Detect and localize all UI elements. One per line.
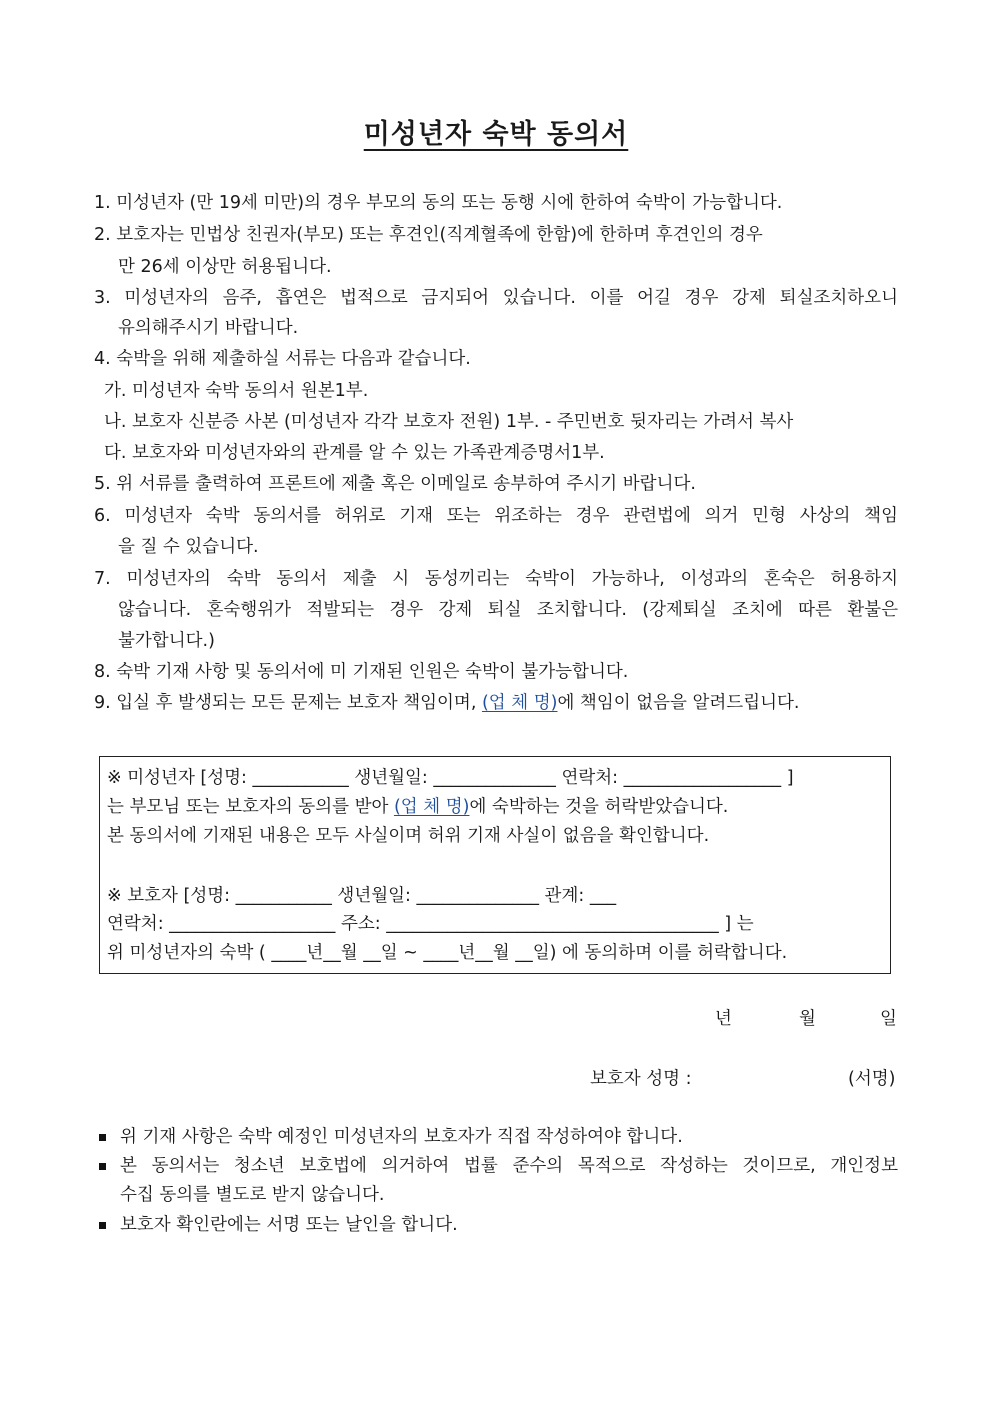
- date-month: 월: [799, 1009, 816, 1029]
- truth-confirmation-line: 본 동의서에 기재된 내용은 모두 사실이며 허위 기재 사실이 없음을 확인합니다.: [107, 826, 710, 846]
- item-1: 1. 미성년자 (만 19세 미만)의 경우 부모의 동의 또는 동행 시에 한하여 숙박이 가능합니다.: [94, 193, 783, 213]
- guardian-info-line: ※ 보호자 [성명: ___________ 생년월일: ______________ 관계: ___: [107, 886, 617, 906]
- item-4: 4. 숙박을 위해 제출하실 서류는 다음과 같습니다.: [94, 349, 471, 369]
- item-7-line1: 7. 미성년자의 숙박 동의서 제출 시 동성끼리는 숙박이 가능하나, 이성과의 혼숙은 허용하지: [94, 569, 898, 589]
- date-day: 일: [880, 1009, 897, 1029]
- note-2-line2: 수집 동의를 별도로 받지 않습니다.: [120, 1185, 385, 1205]
- item-9-text: 9. 입실 후 발생되는 모든 문제는 보호자 책임이며,: [94, 693, 482, 713]
- item-5: 5. 위 서류를 출력하여 프론트에 제출 혹은 이메일로 송부하여 주시기 바랍니다.: [94, 474, 696, 494]
- company-name-placeholder-box: (업 체 명): [393, 797, 470, 817]
- signature-mark: (서명): [848, 1069, 896, 1089]
- minor-consent-line: [107, 796, 728, 818]
- bullet-icon: [99, 1222, 106, 1229]
- item-8: 8. 숙박 기재 사항 및 동의서에 미 기재된 인원은 숙박이 불가능합니다.: [94, 662, 629, 682]
- minor-consent-text: 는 부모님 또는 보호자의 동의를 받아: [107, 797, 394, 817]
- item-6-line1: 6. 미성년자 숙박 동의서를 허위로 기재 또는 위조하는 경우 관련법에 의거 민형 사상의 책임: [94, 506, 898, 526]
- item-9: [94, 692, 799, 714]
- page-title: 미성년자 숙박 동의서: [363, 119, 629, 150]
- item-7-line3: 불가합니다.): [118, 631, 215, 651]
- note-1: 위 기재 사항은 숙박 예정인 미성년자의 보호자가 직접 작성하여야 합니다.: [120, 1127, 683, 1147]
- item-9-text-end: 에 책임이 없음을 알려드립니다.: [557, 693, 800, 713]
- stay-period-line: 위 미성년자의 숙박 ( ____년__월 __일 ~ ____년__월 __일) 에 동의하며 이를 허락합니다.: [107, 943, 788, 963]
- bullet-icon: [99, 1134, 106, 1141]
- item-4-sub-a: 가. 미성년자 숙박 동의서 원본1부.: [104, 381, 369, 401]
- item-6-line2: 을 질 수 있습니다.: [118, 537, 259, 557]
- item-4-sub-c: 다. 보호자와 미성년자와의 관계를 알 수 있는 가족관계증명서1부.: [104, 443, 605, 463]
- item-3-line2: 유의해주시기 바랍니다.: [118, 318, 299, 338]
- item-2-line2: 만 26세 이상만 허용됩니다.: [118, 257, 332, 277]
- note-3: 보호자 확인란에는 서명 또는 날인을 합니다.: [120, 1215, 458, 1235]
- item-4-sub-b: 나. 보호자 신분증 사본 (미성년자 각각 보호자 전원) 1부. - 주민번호 뒷자리는 가려서 복사: [104, 412, 794, 432]
- item-7-line2: 않습니다. 혼숙행위가 적발되는 경우 강제 퇴실 조치합니다. (강제퇴실 조치에 따른 환불은: [118, 600, 898, 620]
- company-name-placeholder: (업 체 명): [481, 693, 558, 713]
- item-2-line1: 2. 보호자는 민법상 친권자(부모) 또는 후견인(직계혈족에 한함)에 한하며 후견인의 경우: [94, 225, 763, 245]
- minor-info-line: ※ 미성년자 [성명: ___________ 생년월일: ______________ 연락처: __________________ ]: [107, 768, 794, 788]
- guardian-contact-line: 연락처: ___________________ 주소: ______________________________________ ] 는: [107, 914, 754, 934]
- bullet-icon: [99, 1163, 106, 1170]
- guardian-signature-label: 보호자 성명 :: [590, 1069, 692, 1089]
- item-3-line1: 3. 미성년자의 음주, 흡연은 법적으로 금지되어 있습니다. 이를 어길 경우 강제 퇴실조치하오니: [94, 288, 898, 308]
- note-2-line1: 본 동의서는 청소년 보호법에 의거하여 법률 준수의 목적으로 작성하는 것이므로, 개인정보: [120, 1156, 898, 1176]
- date-year: 년: [715, 1009, 732, 1029]
- minor-consent-text-end: 에 숙박하는 것을 허락받았습니다.: [469, 797, 729, 817]
